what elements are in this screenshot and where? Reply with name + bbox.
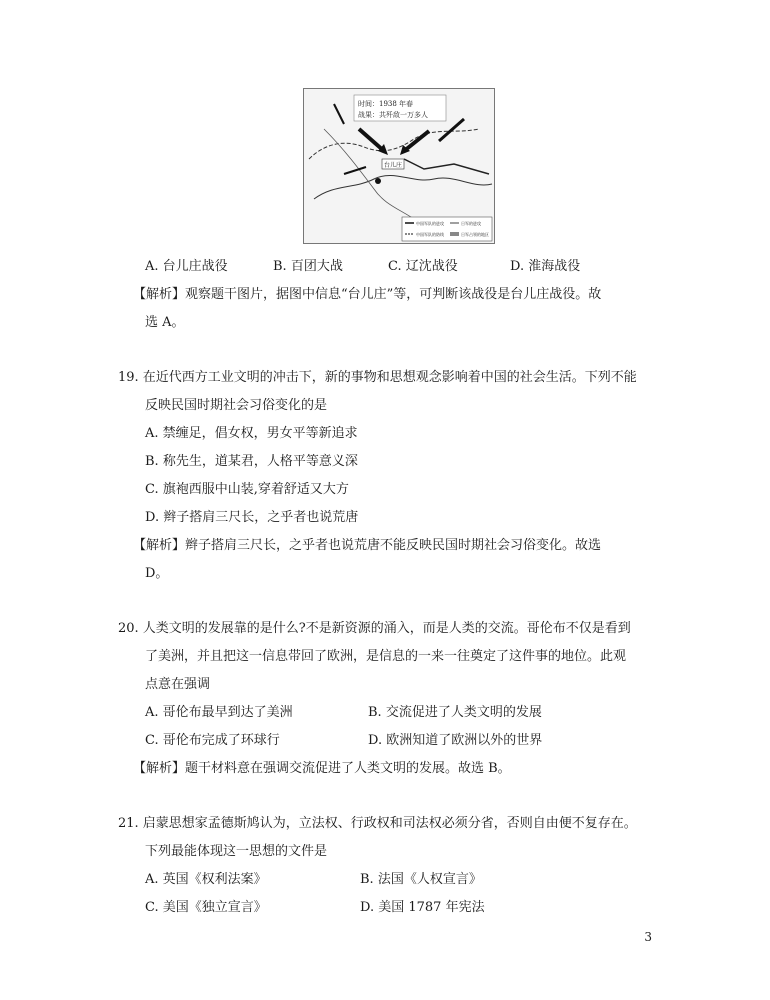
q21-option-a: A. 英国《权利法案》 [145,872,267,887]
q19-stem-line-2: 反映民国时期社会习俗变化的是 [145,398,328,413]
battle-map-drawing [304,89,494,243]
q18-option-a: A. 台儿庄战役 [145,259,228,274]
q19-analysis-line-1: 【解析】辫子搭肩三尺长，之乎者也说荒唐不能反映民国时期社会习俗变化。故选 [133,538,602,553]
q19-option-c: C. 旗袍西服中山装,穿着舒适又大方 [145,482,349,497]
battle-map-figure [303,88,495,244]
q20-option-c: C. 哥伦布完成了环球行 [145,733,280,748]
map-legend-item-2: 日军的进攻 [461,221,481,226]
q21-option-d: D. 美国 1787 年宪法 [360,900,485,915]
q20-option-b: B. 交流促进了人类文明的发展 [368,705,542,720]
q20-stem-line-1: 20. 人类文明的发展靠的是什么?不是新资源的涌入，而是人类的交流。哥伦布不仅是看到 [118,621,631,636]
q21-stem-line-1: 21. 启蒙思想家孟德斯鸠认为，立法权、行政权和司法权必须分省，否则自由便不复存在。 [118,816,637,831]
q18-option-d: D. 淮海战役 [510,259,581,274]
q21-option-b: B. 法国《人权宣言》 [360,872,482,887]
q20-stem-line-2: 了美洲，并且把这一信息带回了欧洲，是信息的一来一往奠定了这件事的地位。此观 [145,649,627,664]
q21-option-c: C. 美国《独立宣言》 [145,900,267,915]
q20-option-a: A. 哥伦布最早到达了美洲 [145,705,293,720]
q18-option-c: C. 辽沈战役 [388,259,458,274]
page-number: 3 [644,930,652,944]
q18-option-b: B. 百团大战 [273,259,343,274]
q19-stem-line-1: 19. 在近代西方工业文明的冲击下，新的事物和思想观念影响着中国的社会生活。下列不能 [118,370,637,385]
q18-analysis-line-1: 【解析】观察题干图片，据图中信息“台儿庄”等，可判断该战役是台儿庄战役。故 [133,287,602,302]
q20-analysis: 【解析】题干材料意在强调交流促进了人类文明的发展。故选 B。 [133,761,511,776]
q18-analysis-line-2: 选 A。 [145,315,185,330]
map-legend-item-3: 中国军队的防线 [416,232,444,237]
q21-stem-line-2: 下列最能体现这一思想的文件是 [145,844,328,859]
q20-stem-line-3: 点意在强调 [145,677,211,692]
map-legend-item-1: 中国军队的进攻 [416,221,444,226]
q19-option-a: A. 禁缠足，倡女权，男女平等新追求 [145,426,358,441]
q19-analysis-line-2: D。 [145,566,169,581]
q19-option-b: B. 称先生，道某君，人格平等意义深 [145,454,358,469]
q20-option-d: D. 欧洲知道了欧洲以外的世界 [368,733,543,748]
map-time-text: 时间：1938 年春 [358,100,414,108]
map-legend-item-4: 日军占领的地区 [461,232,489,237]
map-place-label: 台儿庄 [384,162,403,169]
q19-option-d: D. 辫子搭肩三尺长，之乎者也说荒唐 [145,510,359,525]
map-result-text: 战果：共歼敌一万多人 [358,111,428,119]
